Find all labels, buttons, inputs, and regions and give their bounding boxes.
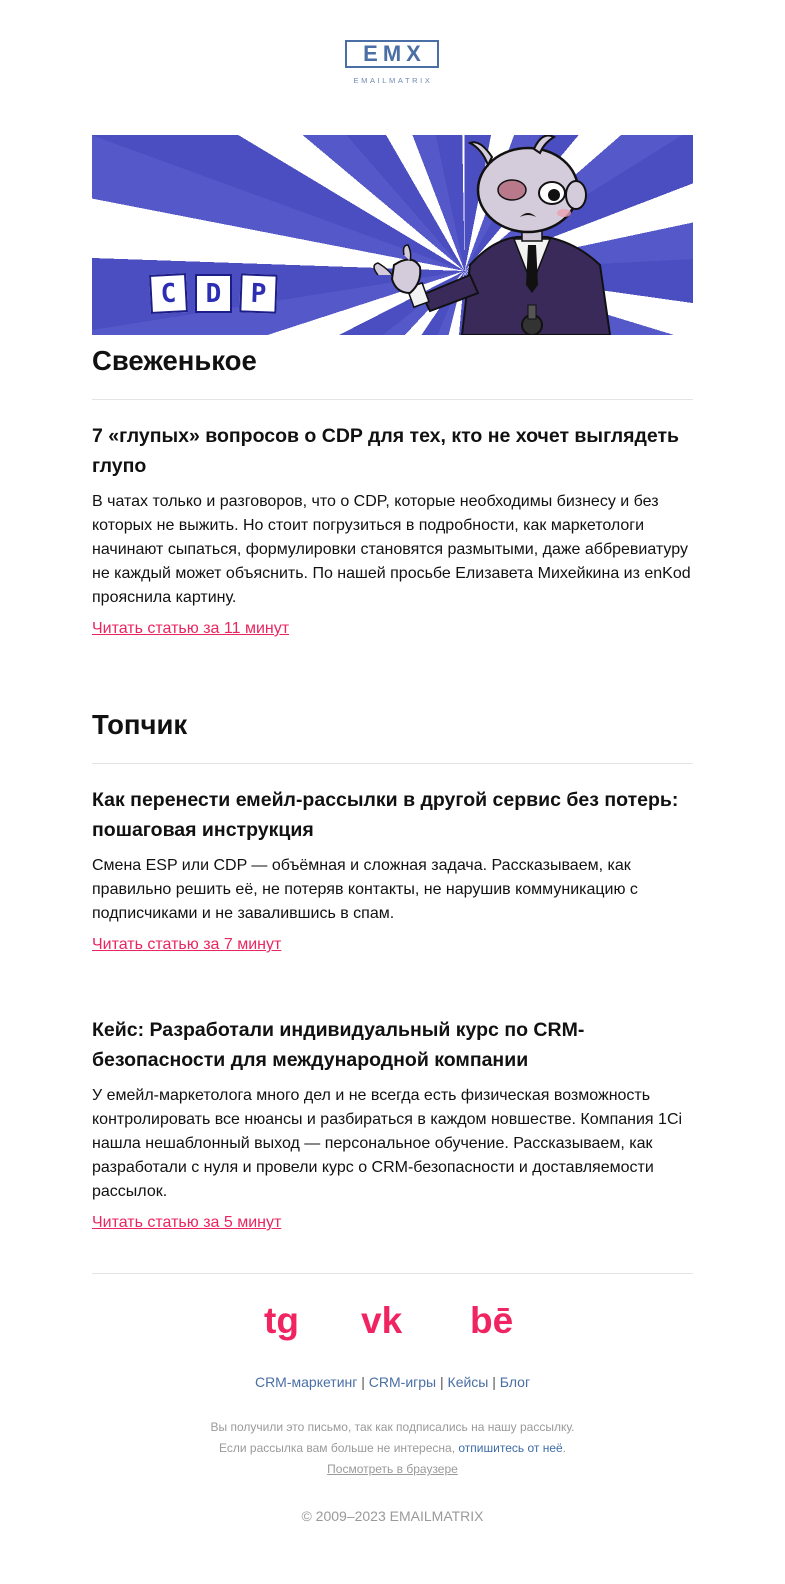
telegram-icon[interactable]: tg	[264, 1300, 299, 1341]
subscription-note: Вы получили это письмо, так как подписались на нашу рассылку.	[210, 1420, 575, 1434]
unsubscribe-note	[0, 1441, 785, 1455]
footer-link-cases[interactable]: Кейсы	[447, 1374, 489, 1390]
section-title-fresh: Свеженькое	[92, 345, 257, 376]
cdp-letter-blocks	[150, 274, 277, 313]
footer-link-blog[interactable]: Блог	[499, 1374, 531, 1390]
letter-block: D	[195, 274, 232, 313]
article-description: Смена ESP или CDP — объёмная и сложная задача. Рассказываем, как правильно решить её, не потеряв контакты, не нарушив коммуникацию с подписчиками и не завалившись в спам.	[92, 857, 638, 922]
unsubscribe-suffix: .	[562, 1441, 567, 1455]
cartoon-presenter-illustration	[342, 135, 693, 335]
vk-icon[interactable]: vk	[361, 1300, 403, 1341]
social-links	[0, 1300, 785, 1360]
article-description: У емейл-маркетолога много дел и не всегда есть физическая возможность контролировать все нюансы и разбираться в каждом новшестве. Компания 1Ci нашла нешаблонный выход — персональное обучение. Рассказываем, как разработали с нуля и провели курс о CRM-безопасности и доставляемости рассылок.	[92, 1087, 683, 1200]
separator: |	[361, 1374, 365, 1390]
divider	[92, 763, 693, 764]
section-title-top: Топчик	[92, 709, 188, 740]
article-title[interactable]: 7 «глупых» вопросов о CDP для тех, кто не хочет выглядеть глупо	[92, 425, 679, 477]
article-description: В чатах только и разговоров, что о CDP, которые необходимы бизнесу и без которых не выжить. Но стоит погрузиться в подробности, как маркетологи начинают сыпаться, формулировки становятся размытыми, даже аббревиатуру не каждый может объяснить. По нашей просьбе Елизавета Михейкина из enKod прояснила картину.	[92, 493, 691, 606]
view-in-browser	[0, 1462, 785, 1476]
article-title[interactable]: Кейс: Разработали индивидуальный курс по CRM-безопасности для международной компании	[92, 1019, 585, 1071]
footer-divider	[92, 1273, 693, 1274]
divider	[92, 399, 693, 400]
hero-banner-image[interactable]	[92, 135, 693, 335]
copyright: © 2009–2023 EMAILMATRIX	[301, 1508, 484, 1524]
unsubscribe-link[interactable]: отпишитесь от неё	[458, 1441, 563, 1455]
behance-icon[interactable]: bē	[470, 1300, 514, 1341]
read-article-link[interactable]: Читать статью за 5 минут	[92, 1214, 282, 1231]
footer-nav	[0, 1374, 785, 1390]
footer-link-crm-marketing[interactable]: CRM-маркетинг	[254, 1374, 358, 1390]
logo-mark: EMX	[345, 40, 439, 68]
unsubscribe-prefix: Если рассылка вам больше не интересна,	[218, 1441, 456, 1455]
read-article-link[interactable]: Читать статью за 7 минут	[92, 936, 282, 953]
letter-block: C	[149, 273, 188, 314]
article-title[interactable]: Как перенести емейл-рассылки в другой сервис без потерь: пошаговая инструкция	[92, 789, 679, 841]
read-article-link[interactable]: Читать статью за 11 минут	[92, 620, 290, 637]
footer-link-crm-games[interactable]: CRM-игры	[368, 1374, 437, 1390]
logo-wordmark: EMAILMATRIX	[353, 76, 433, 85]
emailmatrix-logo[interactable]	[345, 40, 443, 88]
letter-block: P	[239, 273, 277, 313]
view-in-browser-link[interactable]: Посмотреть в браузере	[327, 1462, 458, 1476]
separator: |	[492, 1374, 496, 1390]
separator: |	[440, 1374, 444, 1390]
